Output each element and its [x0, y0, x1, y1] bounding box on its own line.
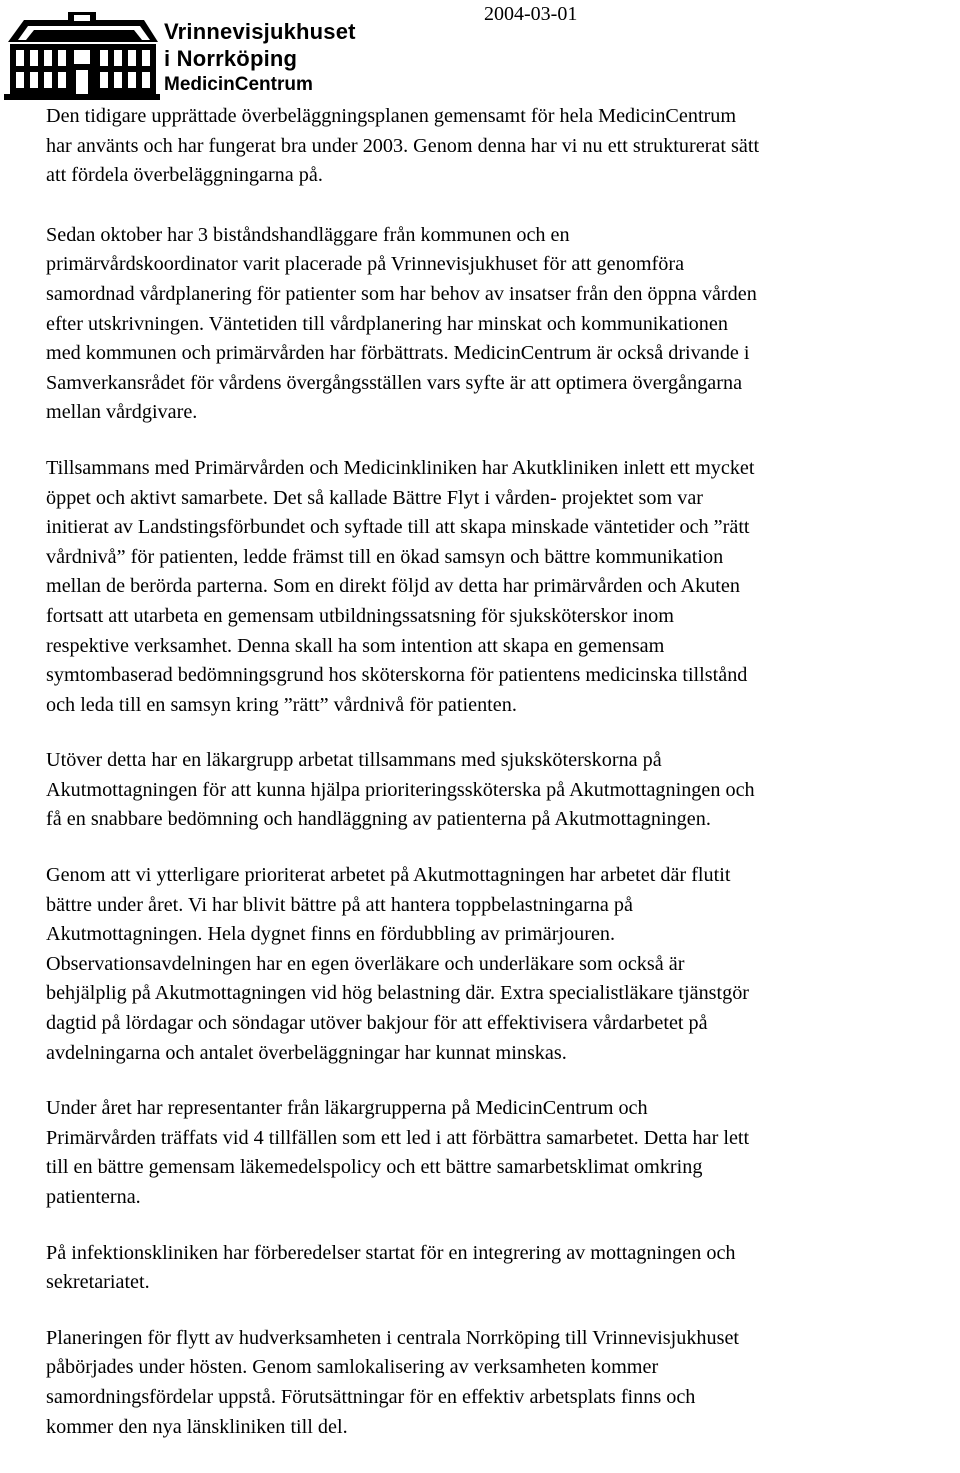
paragraph-lakargrupp [46, 746, 956, 835]
paragraph-akutmottagningen [46, 861, 956, 1068]
text-line: Samverkansrådet för vårdens övergångsställen vars syfte är att optimera övergångarna [46, 371, 743, 394]
text-line: har använts och har fungerat bra under 2003. Genom denna har vi nu ett strukturerat sätt [46, 134, 760, 157]
text-line: Primärvården träffats vid 4 tillfällen som ett led i att förbättra samarbetet. Detta har lett [46, 1126, 750, 1149]
text-line: öppet och aktivt samarbete. Det så kallade Bättre Flyt i vården- projektet som var [46, 486, 704, 509]
text-line: få en snabbare bedömning och handläggning av patienterna på Akutmottagningen. [46, 808, 711, 831]
text-line: patienterna. [46, 1186, 141, 1208]
paragraph-vardplanering [46, 221, 956, 428]
text-line: samordnad vårdplanering för patienter som har behov av insatser från den öppna vården [46, 282, 757, 305]
paragraph-overbelaggning [46, 102, 956, 191]
text-line: sekretariatet. [46, 1271, 150, 1294]
text-line: Observationsavdelningen har en egen överläkare och underläkare som också är [46, 952, 685, 975]
text-line: mellan vårdgivare. [46, 401, 198, 424]
text-line: Sedan oktober har 3 biståndshandläggare från kommunen och en [46, 223, 570, 246]
paragraph-infektionskliniken [46, 1239, 956, 1298]
text-line: kommer den nya länskliniken till del. [46, 1415, 348, 1438]
text-line: samordningsfördelar uppstå. Förutsättningar för en effektiv arbetsplats finns och [46, 1385, 696, 1408]
logo-department: MedicinCentrum [164, 74, 313, 95]
text-line: Tillsammans med Primärvården och Medicinkliniken har Akutkliniken inlett ett mycket [46, 456, 755, 479]
document-date: 2004-03-01 [484, 3, 578, 25]
text-line: Den tidigare upprättade överbeläggningsplanen gemensamt för hela MedicinCentrum [46, 105, 737, 127]
text-line: Utöver detta har en läkargrupp arbetat tillsammans med sjuksköterskorna på [46, 749, 662, 772]
paragraph-samarbete [46, 454, 956, 720]
text-line: bättre under året. Vi har blivit bättre på att hantera toppbelastningarna på [46, 893, 633, 916]
text-line: initierat av Landstingsförbundet och syftade till att skapa minskade väntetider och ”rätt [46, 516, 750, 539]
logo-city: i Norrköping [164, 46, 298, 71]
hospital-logo [4, 12, 356, 104]
text-line: med kommunen och primärvården har förbättrats. MedicinCentrum är också drivande i [46, 342, 750, 365]
logo-hospital-name: Vrinnevisjukhuset [164, 19, 356, 44]
text-line: respektive verksamhet. Denna skall ha som intention att skapa en gemensam [46, 634, 665, 657]
text-line: symtombaserad bedömningsgrund hos sköterskorna för patientens medicinska tillstånd [46, 664, 748, 687]
document-body [46, 102, 956, 1442]
hospital-building-logo-icon [4, 12, 160, 104]
text-line: primärvårdskoordinator varit placerade på Vrinnevisjukhuset för att genomföra [46, 253, 685, 276]
text-line: dagtid på lördagar och söndagar utöver bakjour för att effektivisera vårdarbetet på [46, 1012, 708, 1035]
text-line: Akutmottagningen. Hela dygnet finns en fördubbling av primärjouren. [46, 923, 616, 946]
paragraph-primarvarden [46, 1094, 956, 1212]
text-line: till en bättre gemensam läkemedelspolicy och ett bättre samarbetsklimat omkring [46, 1156, 703, 1179]
text-line: och leda till en samsyn kring ”rätt” vårdnivå för patienten. [46, 693, 517, 716]
text-line: mellan de berörda parterna. Som en direkt följd av detta har primärvården och Akuten [46, 575, 740, 598]
text-line: Genom att vi ytterligare prioriterat arbetet på Akutmottagningen har arbetet där flutit [46, 864, 731, 887]
text-line: att fördela överbeläggningarna på. [46, 164, 323, 187]
text-line: vårdnivå” för patienten, ledde främst till en ökad samsyn och bättre kommunikation [46, 545, 724, 568]
text-line: Planeringen för flytt av hudverksamheten i centrala Norrköping till Vrinnevisjukhuset [46, 1326, 740, 1349]
text-line: På infektionskliniken har förberedelser startat för en integrering av mottagningen och [46, 1241, 736, 1264]
text-line: fortsatt att utarbeta en gemensam utbildningssatsning för sjuksköterskor inom [46, 604, 674, 627]
text-line: Under året har representanter från läkargrupperna på MedicinCentrum och [46, 1097, 648, 1120]
paragraph-hudverksamheten [46, 1324, 956, 1442]
text-line: efter utskrivningen. Väntetiden till vårdplanering har minskat och kommunikationen [46, 312, 728, 335]
text-line: Akutmottagningen för att kunna hjälpa prioriteringssköterska på Akutmottagningen och [46, 778, 755, 801]
logo-wordmark [164, 20, 356, 96]
text-line: påbörjades under hösten. Genom samlokalisering av verksamheten kommer [46, 1356, 659, 1379]
text-line: avdelningarna och antalet överbeläggningar har kunnat minskas. [46, 1041, 567, 1064]
text-line: behjälplig på Akutmottagningen vid hög belastning där. Extra specialistläkare tjänstgör [46, 982, 750, 1005]
